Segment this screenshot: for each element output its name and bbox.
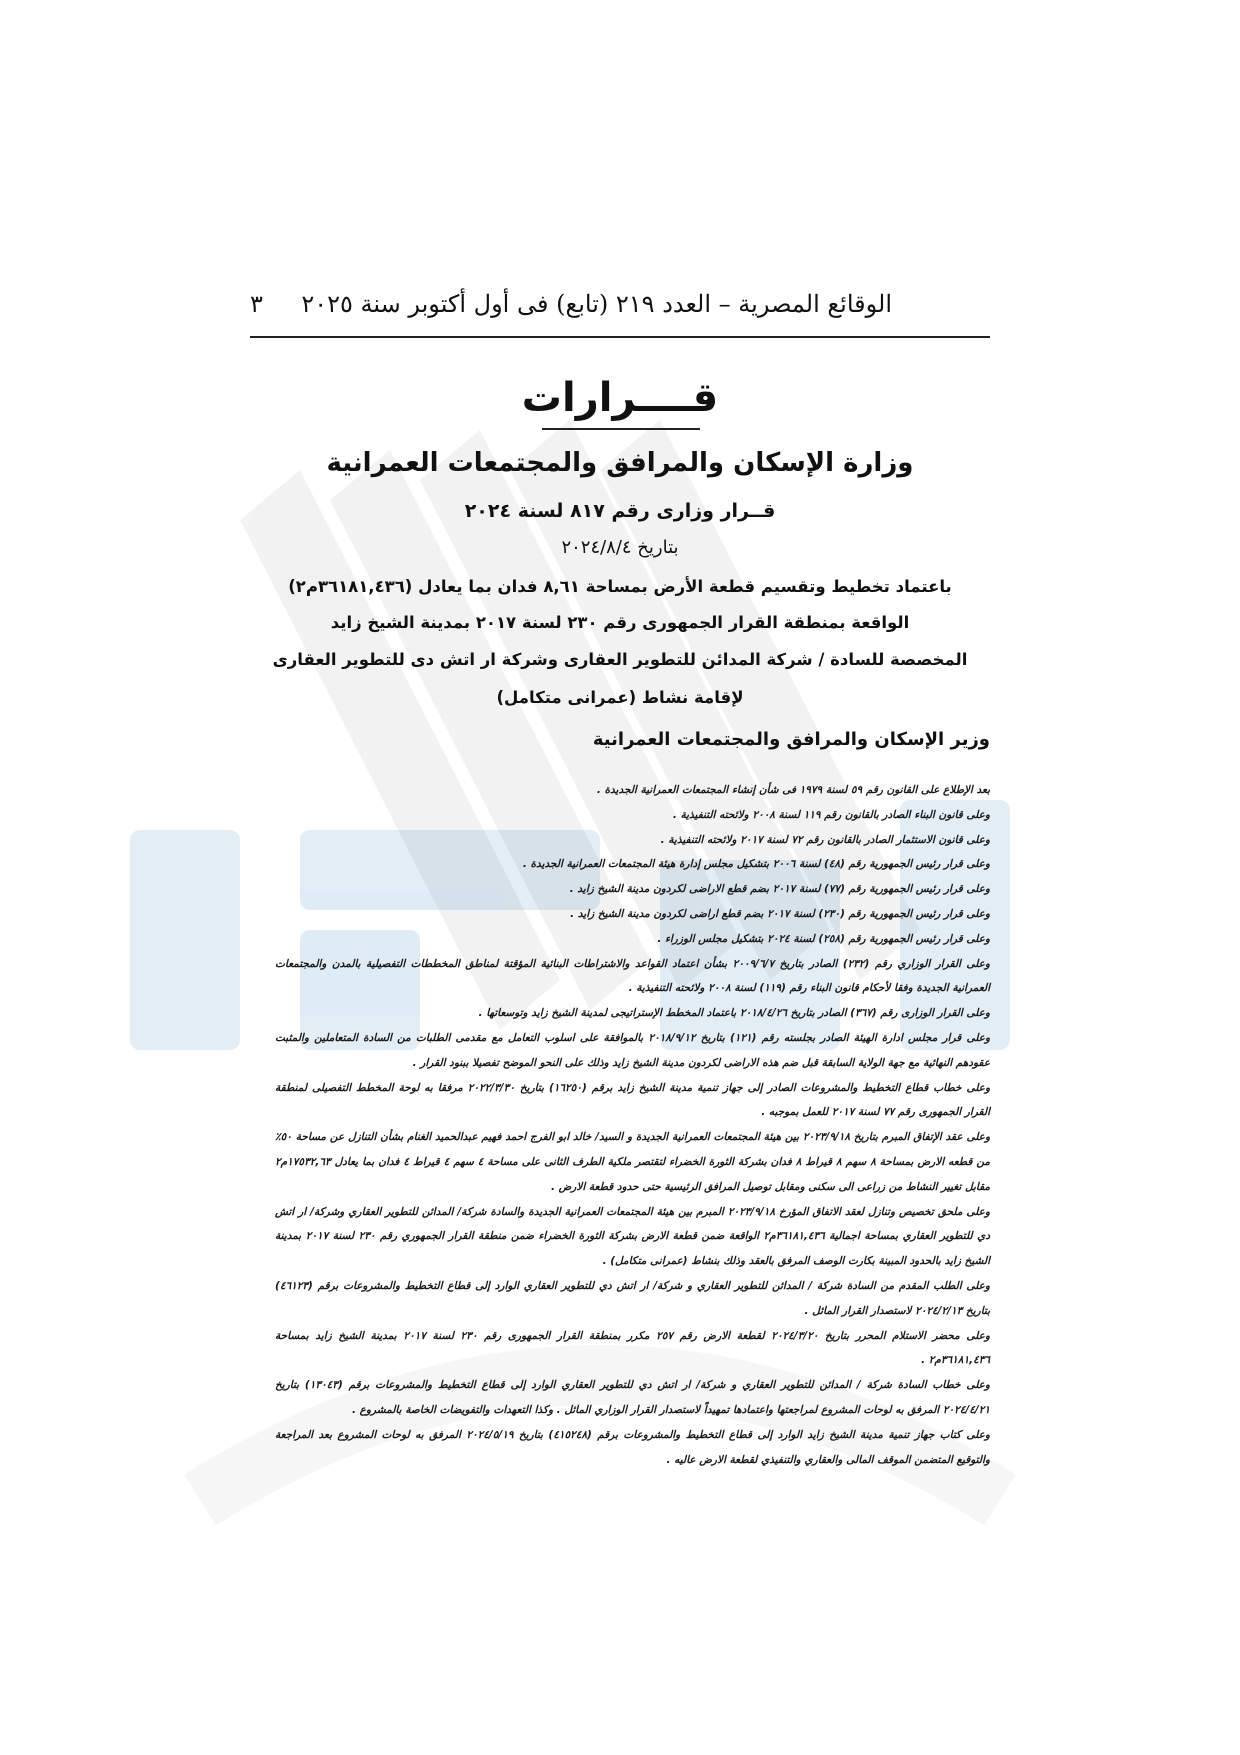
recital-paragraph: وعلى قرار رئيس الجمهورية رقم (٧٧) لسنة ٢٠١٧ بضم قطع الاراضى لكردون مدينة الشيخ زايد .: [569, 883, 990, 896]
decree-title: قــرار وزارى رقم ٨١٧ لسنة ٢٠٢٤: [464, 500, 776, 522]
recital-paragraph: وعلى خطاب قطاع التخطيط والمشروعات الصادر إلى جهاز تنمية مدينة الشيخ زايد برقم (١٦٢٥٠) بتاريخ ٢٠٢٢/٣/٣٠ مرفقا به لوحة المخطط التفصيلى لمنطقة القرار الجمهورى رقم ٧٧ لسنة ٢٠١٧ للعمل بموجبه .: [275, 1081, 991, 1119]
recital-paragraph: وعلى قرار مجلس ادارة الهيئة الصادر بجلسته رقم (١٢١) بتاريخ ٢٠١٨/٩/١٢ بالموافقة على اسلوب التعامل مع مقدمى الطلبات من السادة المتعاملين والمثبت عقودهم النهائية مع جهة الولاية السابقة قبل ضم هذه الاراضى لكردون مدينة الشيخ زايد وذلك على النحو الموضح تفصيلا ببنود القرار .: [275, 1031, 991, 1069]
subject-line: لإقامة نشاط (عمرانى متكامل): [496, 688, 744, 707]
recital-paragraph: وعلى ملحق تخصيص وتنازل لعقد الاتفاق المؤرخ ٢٠٢٣/٩/١٨ المبرم بين هيئة المجتمعات العمرانية الجديدة والسادة شركة/ المدائن للتطوير العقاري وشركة/ ار اتش دي للتطوير العقاري بمساحة اجمالية ٣٦١٨١,٤٣٦م٢ الواقعة ضمن قطعة الارض بشركة الثورة الخضراء ضمن منطقة القرار الجمهوري رقم ٢٣٠ لسنة ٢٠١٧ بمدينة الشيخ زايد بالحدود المبينة بكارت الوصف المرفق بالعقد وذلك بنشاط (عمرانى متكامل) .: [275, 1205, 990, 1268]
recital-paragraph: وعلى القرار الوزارى رقم (٣٦٧) الصادر بتاريخ ٢٠١٨/٤/٢٦ باعتماد المخطط الإستراتيجى لمدينة الشيخ زايد وتوسعاتها .: [478, 1007, 990, 1020]
minister-heading: وزير الإسكان والمرافق والمجتمعات العمرانية: [592, 729, 990, 750]
recital-paragraph: وعلى القرار الوزاري رقم (٢٣٢) الصادر بتاريخ ٢٠٠٩/٦/٧ بشأن اعتماد القواعد والاشتراطات البنائية المؤقتة لمناطق المخططات التفصيلية بالمدن والمجتمعات العمرانية الجديدة وفقا لأحكام قانون البناء رقم (١١٩) لسنة ٢٠٠٨ ولائحته التنفيذية .: [275, 957, 990, 995]
recital-paragraph: وعلى قرار رئيس الجمهورية رقم (٤٨) لسنة ٢٠٠٦ بتشكيل مجلس إدارة هيئة المجتمعات العمرانية الجديدة .: [522, 858, 990, 871]
subject-line: المخصصة للسادة / شركة المدائن للتطوير العقارى وشركة ار اتش دى للتطوير العقارى: [272, 650, 968, 669]
recitals: [275, 778, 990, 1472]
recital-paragraph: وعلى قانون الاستثمار الصادر بالقانون رقم ٧٢ لسنة ٢٠١٧ ولائحته التنفيذية .: [660, 833, 990, 846]
section-title-underline: [542, 428, 700, 430]
subject-line: باعتماد تخطيط وتقسيم قطعة الأرض بمساحة ٨,٦١ فدان بما يعادل (٣٦١٨١,٤٣٦م٢): [288, 577, 952, 596]
recital-paragraph: بعد الإطلاع على القانون رقم ٥٩ لسنة ١٩٧٩ فى شأن إنشاء المجتمعات العمرانية الجديدة .: [596, 784, 990, 796]
ministry-name: وزارة الإسكان والمرافق والمجتمعات العمرانية: [326, 448, 914, 478]
page-header: [250, 290, 990, 330]
recital-paragraph: وعلى خطاب السادة شركة / المدائن للتطوير العقاري و شركة/ ار اتش دي للتطوير العقاري الوارد إلى قطاع التخطيط والمشروعات برقم (١٣٠٤٣) بتاريخ ٢٠٢٤/٤/٢١ المرفق به لوحات المشروع لمراجعتها واعتمادها تمهيداً لاستصدار القرار الوزاري المائل . وكذا التعهدات والتفويضات الخاصة بالمشروع .: [275, 1379, 991, 1416]
recital-paragraph: وعلى قرار رئيس الجمهورية رقم (٢٥٨) لسنة ٢٠٢٤ بتشكيل مجلس الوزراء .: [657, 932, 990, 945]
recital-paragraph: وعلى قانون البناء الصادر بالقانون رقم ١١٩ لسنة ٢٠٠٨ ولائحته التنفيذية .: [672, 808, 990, 821]
gazette-title: الوقائع المصرية – العدد ٢١٩ (تابع) فى أول أكتوبر سنة ٢٠٢٥: [301, 290, 892, 318]
header-divider: [250, 336, 990, 338]
recital-paragraph: وعلى كتاب جهاز تنمية مدينة الشيخ زايد الوارد إلى قطاع التخطيط والمشروعات برقم (٤١٥٢٤٨) بتاريخ ٢٠٢٤/٥/١٩ المرفق به لوحات المشروع بعد المراجعة والتوقيع المتضمن الموقف المالى والعقاري والتنفيذي لقطعة الارض عاليه .: [275, 1428, 990, 1466]
section-title: قــــرارات: [521, 375, 719, 421]
recital-paragraph: وعلى قرار رئيس الجمهورية رقم (٢٣٠) لسنة ٢٠١٧ بضم قطع اراضى لكردون مدينة الشيخ زايد .: [570, 907, 990, 920]
subject-line: الواقعة بمنطقة القرار الجمهورى رقم ٢٣٠ لسنة ٢٠١٧ بمدينة الشيخ زايد: [330, 613, 910, 632]
recital-paragraph: وعلى محضر الاستلام المحرر بتاريخ ٢٠٢٤/٣/٢٠ لقطعة الارض رقم ٢٥٧ مكرر بمنطقة القرار الجمهورى رقم ٢٣٠ لسنة ٢٠١٧ بمدينة الشيخ زايد بمساحة ٣٦١٨١,٤٣٦م٢ .: [275, 1329, 990, 1367]
recital-paragraph: وعلى الطلب المقدم من السادة شركة / المدائن للتطوير العقاري و شركة/ ار اتش دي للتطوير العقاري الوارد إلى قطاع التخطيط والمشروعات برقم (٤٦١٢٣) بتاريخ ٢٠٢٤/٢/١٣ لاستصدار القرار المائل .: [275, 1279, 990, 1317]
recital-paragraph: وعلى عقد الإتفاق المبرم بتاريخ ٢٠٢٣/٩/١٨ بين هيئة المجتمعات العمرانية الجديدة و السيد/ خالد ابو الفرج احمد فهيم عبدالحميد الغنام بشأن التنازل عن مساحة ٥٠٪ من قطعه الارض بمساحة ٨ سهم ٨ قيراط ٨ فدان بشركة الثورة الخضراء لتقتصر ملكية الطرف الثانى على مساحة ٤ سهم ٤ قيراط ٤ فدان بما يعادل ١٧٥٣٢,٦٣م٢ مقابل تغيير النشاط من زراعى الى سكنى ومقابل توصيل المرافق الرئيسية حتى حدود قطعة الارض .: [275, 1131, 991, 1193]
decree-date: بتاريخ ٢٠٢٤/٨/٤: [561, 537, 679, 558]
page-number: ٣: [250, 290, 263, 318]
